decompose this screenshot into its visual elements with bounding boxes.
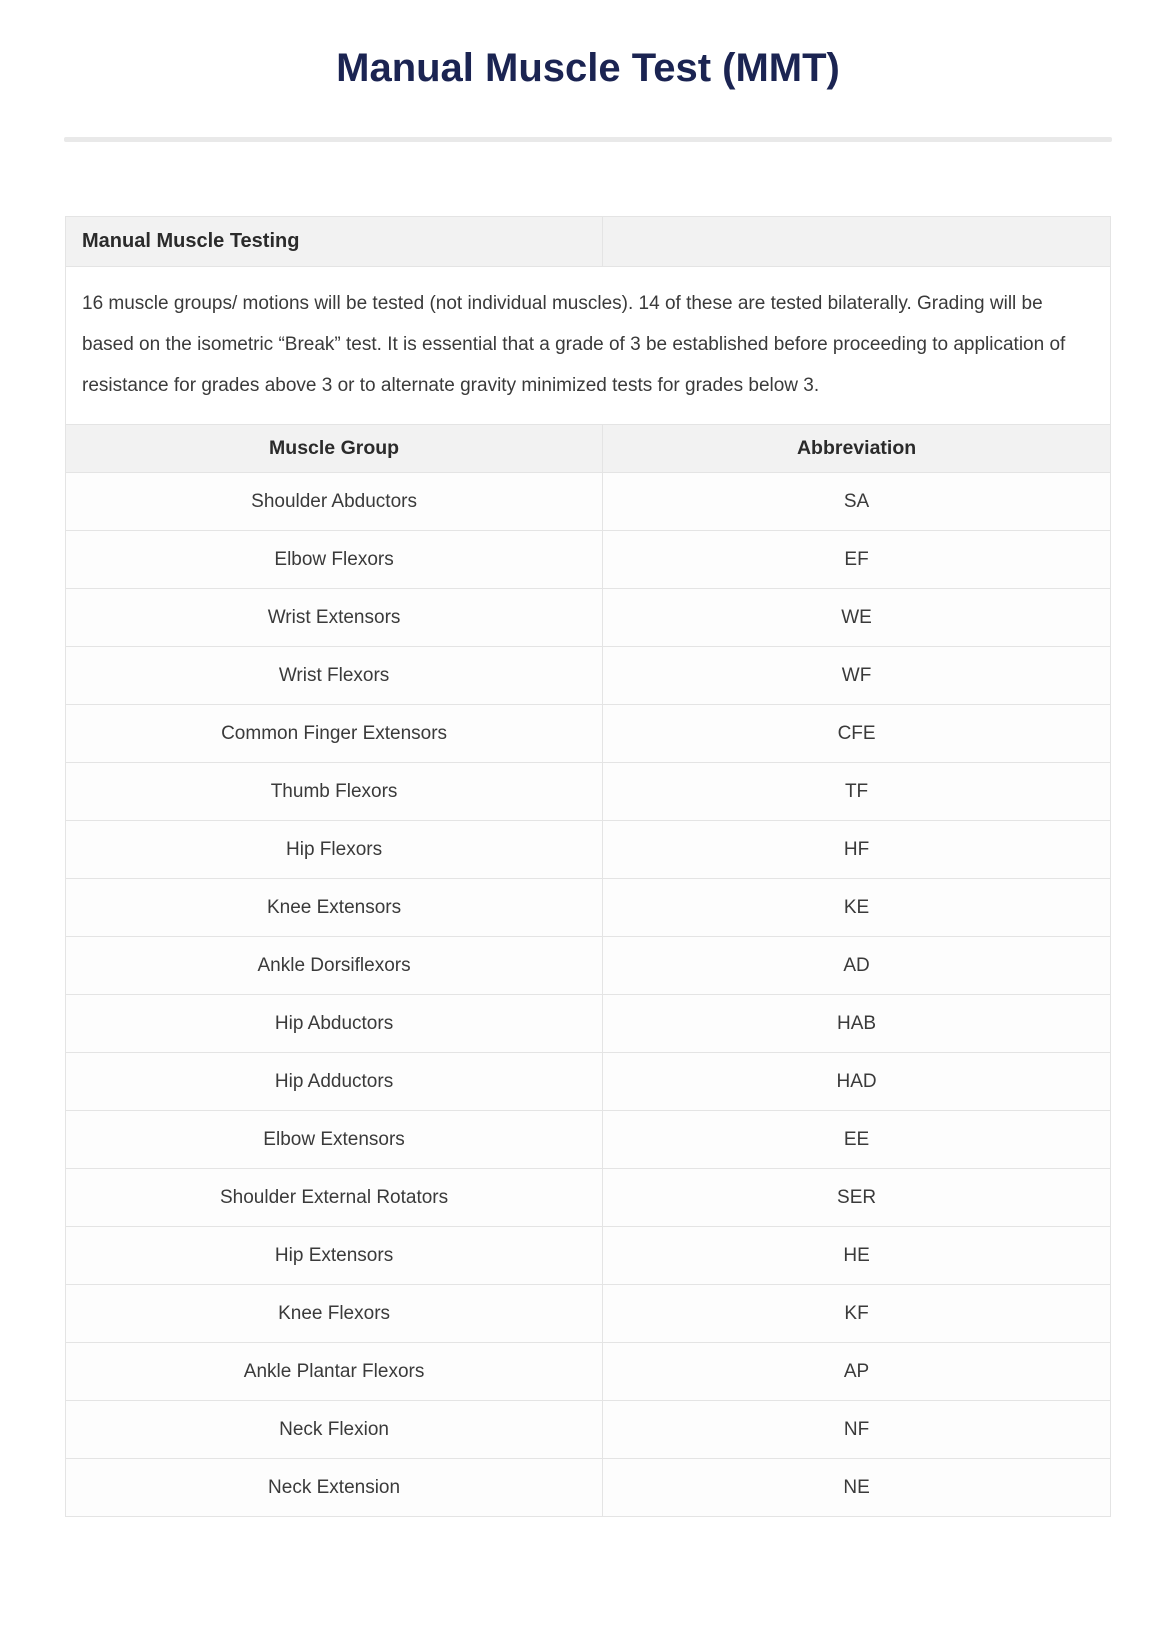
muscle-group-cell: Shoulder Abductors (66, 473, 603, 531)
muscle-group-cell: Elbow Flexors (66, 531, 603, 589)
muscle-group-cell: Neck Flexion (66, 1401, 603, 1459)
table-row (66, 1169, 1111, 1227)
muscle-group-cell: Hip Flexors (66, 821, 603, 879)
table-row (66, 763, 1111, 821)
abbreviation-cell: HAB (603, 995, 1111, 1053)
description-row (66, 267, 1111, 425)
table-row (66, 531, 1111, 589)
muscle-group-cell: Shoulder External Rotators (66, 1169, 603, 1227)
abbreviation-cell: WF (603, 647, 1111, 705)
muscle-group-cell: Hip Abductors (66, 995, 603, 1053)
muscle-group-cell: Hip Adductors (66, 1053, 603, 1111)
abbreviation-cell: HE (603, 1227, 1111, 1285)
muscle-group-cell: Elbow Extensors (66, 1111, 603, 1169)
muscle-group-cell: Ankle Dorsiflexors (66, 937, 603, 995)
abbreviation-cell: SER (603, 1169, 1111, 1227)
abbreviation-cell: NF (603, 1401, 1111, 1459)
abbreviation-cell: HF (603, 821, 1111, 879)
abbreviation-cell: NE (603, 1459, 1111, 1517)
abbreviation-cell: HAD (603, 1053, 1111, 1111)
muscle-group-cell: Knee Flexors (66, 1285, 603, 1343)
table-row (66, 473, 1111, 531)
abbreviation-cell: WE (603, 589, 1111, 647)
table-row (66, 937, 1111, 995)
table-row (66, 1285, 1111, 1343)
table-section-title-spacer (603, 217, 1111, 267)
divider (64, 137, 1112, 142)
muscle-group-cell: Wrist Extensors (66, 589, 603, 647)
muscle-group-cell: Wrist Flexors (66, 647, 603, 705)
page-title: Manual Muscle Test (MMT) (336, 46, 840, 90)
table-row (66, 589, 1111, 647)
table-section-title: Manual Muscle Testing (66, 217, 603, 267)
muscle-group-cell: Knee Extensors (66, 879, 603, 937)
abbreviation-cell: AP (603, 1343, 1111, 1401)
abbreviation-cell: CFE (603, 705, 1111, 763)
table-row (66, 1401, 1111, 1459)
mmt-table (65, 216, 1111, 1517)
table-row (66, 995, 1111, 1053)
abbreviation-cell: AD (603, 937, 1111, 995)
muscle-table-body (66, 473, 1111, 1517)
abbreviation-cell: KF (603, 1285, 1111, 1343)
muscle-group-cell: Ankle Plantar Flexors (66, 1343, 603, 1401)
section-header-row (66, 217, 1111, 267)
muscle-group-cell: Thumb Flexors (66, 763, 603, 821)
table-row (66, 647, 1111, 705)
table-container (65, 216, 1111, 1517)
table-row (66, 1227, 1111, 1285)
abbreviation-cell: TF (603, 763, 1111, 821)
table-row (66, 879, 1111, 937)
column-header-row (66, 425, 1111, 473)
table-row (66, 1111, 1111, 1169)
muscle-group-cell: Common Finger Extensors (66, 705, 603, 763)
table-row (66, 1343, 1111, 1401)
table-row (66, 1053, 1111, 1111)
column-header-muscle-group: Muscle Group (66, 425, 603, 473)
abbreviation-cell: SA (603, 473, 1111, 531)
abbreviation-cell: EE (603, 1111, 1111, 1169)
table-description: 16 muscle groups/ motions will be tested (not individual muscles). 14 of these are tested bilaterally. Grading will be based on the isometric “Break” test. It is essential that a grade of 3 be established before proceeding to application of resistance for grades above 3 or to alternate gravity minimized tests for grades below 3. (66, 267, 1111, 425)
abbreviation-cell: KE (603, 879, 1111, 937)
column-header-abbreviation: Abbreviation (603, 425, 1111, 473)
table-row (66, 821, 1111, 879)
table-row (66, 1459, 1111, 1517)
abbreviation-cell: EF (603, 531, 1111, 589)
muscle-group-cell: Neck Extension (66, 1459, 603, 1517)
muscle-group-cell: Hip Extensors (66, 1227, 603, 1285)
table-row (66, 705, 1111, 763)
